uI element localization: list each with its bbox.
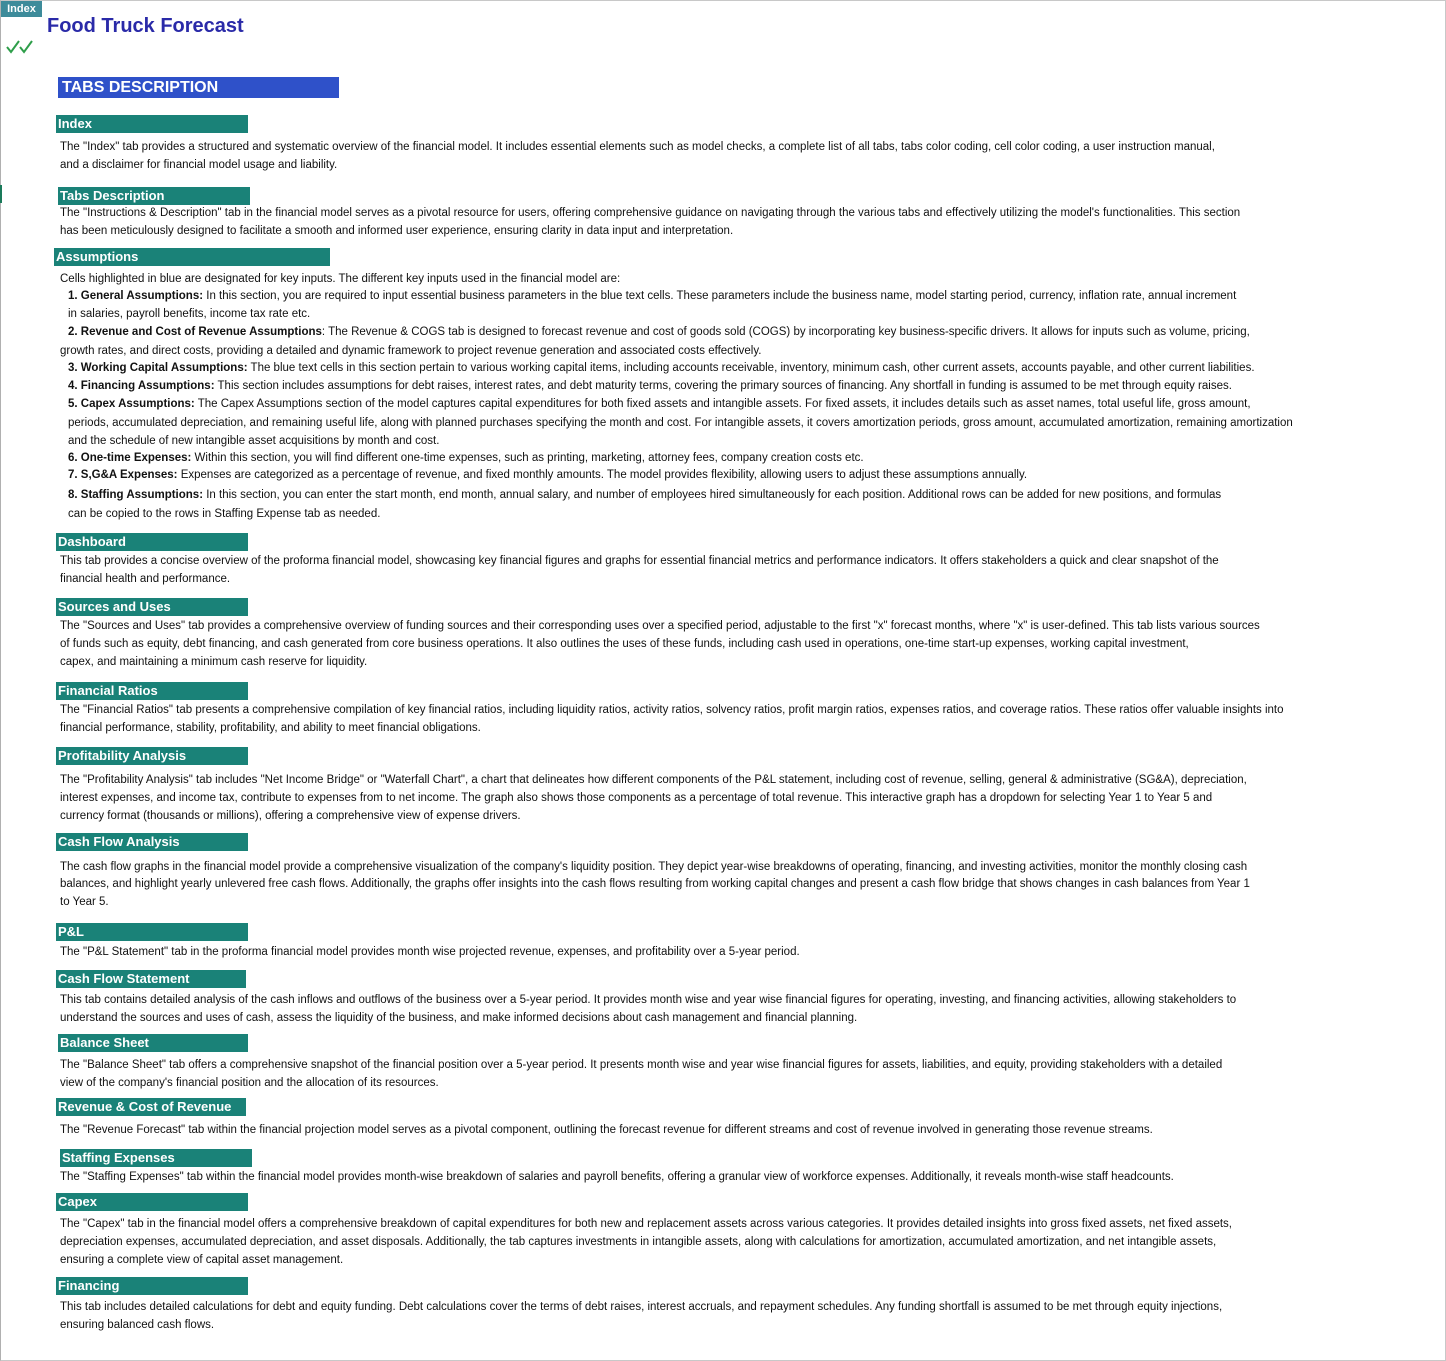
section-text-line: The "Profitability Analysis" tab includes "Net Income Bridge" or "Waterfall Chart", a chart that delineates how different components of the P&L statement, including cost of revenue, selling, general & administrative (SG&A), depreciation, bbox=[60, 774, 1247, 786]
assumption-text: In this section, you can enter the start month, end month, annual salary, and number of employees hired simultaneously for each position. Additional rows can be added for new positions, and formulas bbox=[203, 489, 1222, 501]
tabs-description-heading: TABS DESCRIPTION bbox=[58, 77, 339, 98]
index-button[interactable]: Index bbox=[1, 1, 42, 17]
assumption-label: 3. Working Capital Assumptions: bbox=[68, 362, 248, 374]
section-text-line: capex, and maintaining a minimum cash reserve for liquidity. bbox=[60, 656, 368, 668]
section-text-line: ensuring balanced cash flows. bbox=[60, 1319, 215, 1331]
section-text-line: This tab provides a concise overview of the proforma financial model, showcasing key financial figures and graphs for essential financial metrics and performance indicators. It offers stakeholders a quick and clear snapshot of the bbox=[60, 555, 1219, 567]
section-text-line: view of the company's financial position and the allocation of its resources. bbox=[60, 1077, 439, 1089]
assumption-label: 5. Capex Assumptions: bbox=[68, 398, 195, 410]
assumption-item bbox=[68, 289, 1236, 303]
section-header-tabs-description: Tabs Description bbox=[58, 187, 250, 205]
section-header-balance-sheet: Balance Sheet bbox=[58, 1034, 248, 1052]
assumptions-intro: Cells highlighted in blue are designated for key inputs. The different key inputs used in the financial model are: bbox=[60, 273, 621, 285]
section-text-line: depreciation expenses, accumulated depreciation, and asset disposals. Additionally, the tab captures investments in intangible assets, along with calculations for amortization, accumulated amortization, and net intangible assets, bbox=[60, 1236, 1217, 1248]
section-text-line: of funds such as equity, debt financing, and cash generated from core business operations. It also outlines the uses of these funds, including cash used in operations, one-time start-up expenses, working capital investment, bbox=[60, 638, 1189, 650]
section-text-line: The "Sources and Uses" tab provides a comprehensive overview of funding sources and their corresponding uses over a specified period, adjustable to the first "x" forecast months, where "x" is user-defined. This tab lists various sources bbox=[60, 620, 1260, 632]
section-text-line: and the schedule of new intangible asset acquisitions by month and cost. bbox=[68, 435, 440, 447]
assumption-label: 6. One-time Expenses: bbox=[68, 452, 192, 464]
section-text-line: The cash flow graphs in the financial model provide a comprehensive visualization of the company's liquidity position. They depict year-wise breakdowns of operating, financing, and investing activities, monitor the monthly closing cash bbox=[60, 861, 1248, 873]
section-text-line: and a disclaimer for financial model usage and liability. bbox=[60, 159, 338, 171]
assumption-text: Within this section, you will find different one-time expenses, such as printing, marketing, attorney fees, company creation costs etc. bbox=[191, 452, 864, 464]
section-header-dashboard: Dashboard bbox=[56, 533, 248, 551]
assumption-text: : The Revenue & COGS tab is designed to forecast revenue and cost of goods sold (COGS) by incorporating key business-specific drivers. It allows for inputs such as volume, pricing, bbox=[321, 326, 1250, 338]
assumption-label: 1. General Assumptions: bbox=[68, 290, 204, 302]
section-header-pl: P&L bbox=[56, 923, 248, 941]
section-header-revenue-cost: Revenue & Cost of Revenue bbox=[56, 1098, 246, 1116]
assumption-label: 7. S,G&A Expenses: bbox=[68, 469, 178, 481]
section-text-line: growth rates, and direct costs, providing a detailed and dynamic framework to project revenue generation and associated costs effectively. bbox=[60, 345, 762, 357]
section-text-line: currency format (thousands or millions), offering a comprehensive view of expense drivers. bbox=[60, 810, 521, 822]
section-text-line: understand the sources and uses of cash, assess the liquidity of the business, and make informed decisions about cash management and financial planning. bbox=[60, 1012, 858, 1024]
section-header-staffing: Staffing Expenses bbox=[60, 1149, 252, 1167]
section-header-index: Index bbox=[56, 115, 248, 133]
section-text-line: The "Revenue Forecast" tab within the financial projection model serves as a pivotal component, outlining the forecast revenue for different streams and cost of revenue involved in generating those revenue streams. bbox=[60, 1124, 1153, 1136]
check-icon bbox=[6, 40, 36, 54]
assumption-text: The blue text cells in this section pertain to various working capital items, including accounts receivable, inventory, minimum cash, other current assets, accounts payable, and other current liabilities. bbox=[247, 362, 1255, 374]
assumption-item bbox=[68, 325, 1250, 339]
assumption-text: Expenses are categorized as a percentage of revenue, and fixed monthly amounts. The model provides flexibility, allowing users to adjust these assumptions annually. bbox=[177, 469, 1028, 481]
section-text-line: The "Capex" tab in the financial model offers a comprehensive breakdown of capital expenditures for both new and replacement assets across various categories. It provides detailed insights into gross fixed assets, net fixed assets, bbox=[60, 1218, 1233, 1230]
assumption-label: 2. Revenue and Cost of Revenue Assumptions bbox=[68, 326, 322, 338]
page-title: Food Truck Forecast bbox=[47, 15, 244, 37]
section-text-line: ensuring a complete view of capital asset management. bbox=[60, 1254, 344, 1266]
assumption-text: The Capex Assumptions section of the model captures capital expenditures for both fixed assets and intangible assets. For fixed assets, it includes details such as asset names, total useful life, gross amount, bbox=[194, 398, 1251, 410]
assumption-text: In this section, you are required to input essential business parameters in the blue text cells. These parameters include the business name, model starting period, currency, inflation rate, annual increment bbox=[203, 290, 1237, 302]
section-text-line: This tab includes detailed calculations for debt and equity funding. Debt calculations cover the terms of debt raises, interest accruals, and repayment schedules. Any funding shortfall is assumed to be met through equity injections, bbox=[60, 1301, 1223, 1313]
section-text-line: financial performance, stability, profitability, and ability to meet financial obligations. bbox=[60, 722, 481, 734]
section-text-line: The "Index" tab provides a structured and systematic overview of the financial model. It includes essential elements such as model checks, a complete list of all tabs, tabs color coding, cell color coding, a user instruction manual, bbox=[60, 141, 1215, 153]
section-text-line: to Year 5. bbox=[60, 896, 109, 908]
row-marker bbox=[0, 185, 2, 203]
section-text-line: The "Financial Ratios" tab presents a comprehensive compilation of key financial ratios, including liquidity ratios, activity ratios, solvency ratios, profit margin ratios, expenses ratios, and coverage ratios. These ratios offer valuable insights into bbox=[60, 704, 1284, 716]
section-text-line: interest expenses, and income tax, contribute to expenses from to net income. The graph also shows those components as a percentage of total revenue. This interactive graph has a dropdown for selecting Year 1 to Year 5 and bbox=[60, 792, 1213, 804]
section-header-profitability: Profitability Analysis bbox=[56, 747, 248, 765]
section-text-line: This tab contains detailed analysis of the cash inflows and outflows of the business over a 5-year period. It provides month wise and year wise financial figures for operating, investing, and financing activities, allowing stakeholders to bbox=[60, 994, 1237, 1006]
section-header-sources-uses: Sources and Uses bbox=[56, 598, 248, 616]
assumption-label: 4. Financing Assumptions: bbox=[68, 380, 215, 392]
assumption-item bbox=[68, 379, 1232, 393]
assumption-item bbox=[68, 451, 864, 465]
section-text-line: The "Staffing Expenses" tab within the financial model provides month-wise breakdown of salaries and payroll benefits, offering a granular view of workforce expenses. Additionally, it reveals month-wise staff headcounts. bbox=[60, 1171, 1174, 1183]
section-text-line: financial health and performance. bbox=[60, 573, 231, 585]
section-header-financial-ratios: Financial Ratios bbox=[56, 682, 248, 700]
section-text-line: The "Balance Sheet" tab offers a comprehensive snapshot of the financial position over a 5-year period. It presents month wise and year wise financial figures for assets, liabilities, and equity, providing stakeholders with a detailed bbox=[60, 1059, 1223, 1071]
assumption-item bbox=[68, 468, 1027, 482]
section-header-cash-flow-statement: Cash Flow Statement bbox=[56, 970, 246, 988]
assumption-item bbox=[68, 361, 1255, 375]
section-text-line: The "P&L Statement" tab in the proforma financial model provides month wise projected revenue, expenses, and profitability over a 5-year period. bbox=[60, 946, 800, 958]
assumption-item bbox=[68, 488, 1221, 502]
section-text-line: periods, accumulated depreciation, and remaining useful life, along with planned purchases specifying the month and cost. For intangible assets, it covers amortization periods, gross amount, accumulated amortization, remaining amortization bbox=[68, 417, 1293, 429]
section-header-financing: Financing bbox=[56, 1277, 248, 1295]
assumption-label: 8. Staffing Assumptions: bbox=[68, 489, 204, 501]
section-text-line: balances, and highlight yearly unlevered free cash flows. Additionally, the graphs offer insights into the cash flows resulting from working capital changes and present a cash flow bridge that shows changes in cash balances from Year 1 bbox=[60, 878, 1250, 890]
section-text-line: can be copied to the rows in Staffing Expense tab as needed. bbox=[68, 508, 381, 520]
assumption-text: This section includes assumptions for debt raises, interest rates, and debt maturity terms, covering the primary sources of financing. Any shortfall in funding is assumed to be met through equity raises. bbox=[214, 380, 1232, 392]
section-header-capex: Capex bbox=[56, 1193, 248, 1211]
section-header-assumptions: Assumptions bbox=[54, 248, 330, 266]
section-text-line: has been meticulously designed to facilitate a smooth and informed user experience, ensuring clarity in data input and interpretation. bbox=[60, 225, 734, 237]
section-text-line: The "Instructions & Description" tab in the financial model serves as a pivotal resource for users, offering comprehensive guidance on navigating through the various tabs and effectively utilizing the model's functionalities. This section bbox=[60, 207, 1241, 219]
assumption-item bbox=[68, 397, 1251, 411]
section-text-line: in salaries, payroll benefits, income tax rate etc. bbox=[68, 308, 311, 320]
section-header-cash-flow-analysis: Cash Flow Analysis bbox=[56, 833, 248, 851]
